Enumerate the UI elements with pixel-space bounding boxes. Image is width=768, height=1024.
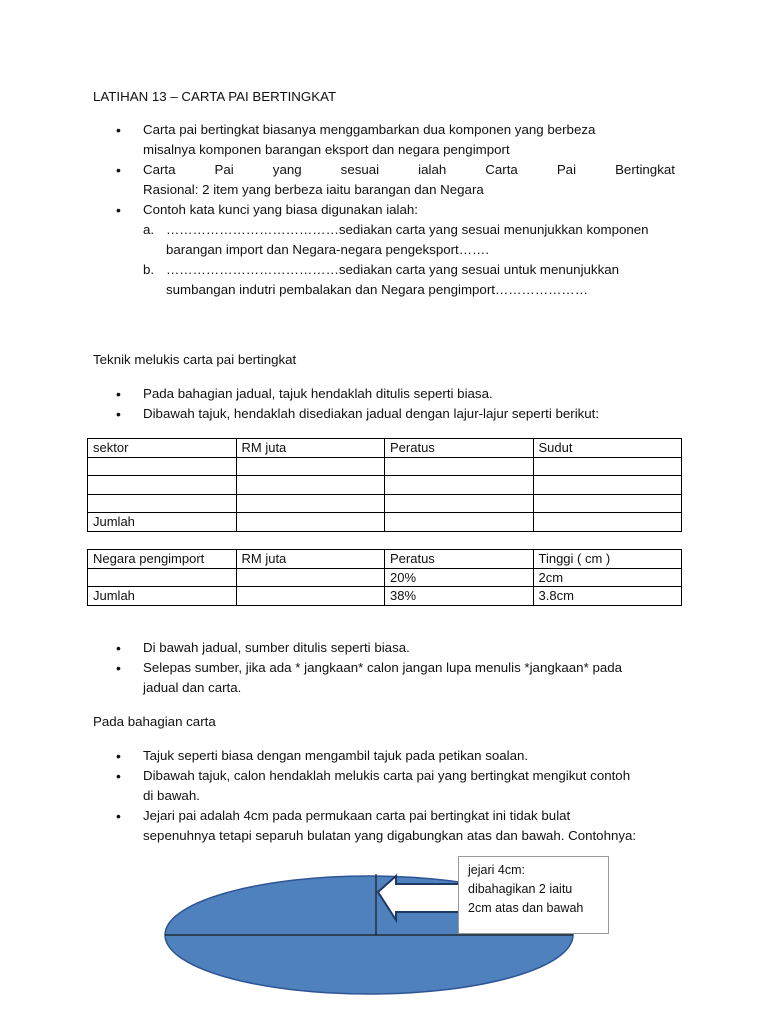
- bullet-dot-icon: •: [116, 122, 121, 138]
- bullet-item: • Di bawah jadual, sumber ditulis seperti biasa.: [116, 640, 410, 656]
- table-header-cell: Negara pengimport: [88, 550, 237, 569]
- bullet-text-line1: Selepas sumber, jika ada * jangkaan* calon jangan lupa menulis *jangkaan* pada: [143, 660, 623, 675]
- bullet-spaced-line: Carta Pai yang sesuai ialah Carta Pai Bertingkat: [143, 162, 675, 177]
- callout-line: 2cm atas dan bawah: [468, 901, 584, 915]
- sub-a-line1: …………………………………sediakan carta yang sesuai menunjukkan komponen: [166, 222, 649, 237]
- bullet-dot-icon: •: [116, 202, 121, 218]
- table-header-cell: Peratus: [385, 439, 534, 458]
- bullet-dot-icon: •: [116, 660, 121, 676]
- bullet-text-line1: Jejari pai adalah 4cm pada permukaan carta pai bertingkat ini tidak bulat: [143, 808, 571, 823]
- sub-label-a: a.: [143, 222, 155, 237]
- section-heading-technique: Teknik melukis carta pai bertingkat: [93, 352, 297, 367]
- bullet-text-line1: Dibawah tajuk, calon hendaklah melukis carta pai yang bertingkat mengikut contoh: [143, 768, 631, 783]
- section-heading-chart: Pada bahagian carta: [93, 714, 216, 729]
- bullet-dot-icon: •: [116, 406, 121, 422]
- bullet-dot-icon: •: [116, 808, 121, 824]
- table-header-cell: sektor: [88, 439, 237, 458]
- callout-box: [458, 856, 609, 934]
- callout-line: dibahagikan 2 iaitu: [468, 882, 573, 896]
- sub-b-line2: sumbangan indutri pembalakan dan Negara pengimport…………………: [166, 282, 589, 297]
- bullet-item: • Pada bahagian jadual, tajuk hendaklah ditulis seperti biasa.: [116, 386, 493, 402]
- table-header-cell: Sudut: [533, 439, 682, 458]
- page-title: LATIHAN 13 – CARTA PAI BERTINGKAT: [93, 89, 337, 104]
- bullet-dot-icon: •: [116, 162, 121, 178]
- callout-line: jejari 4cm:: [468, 863, 525, 877]
- table-header-cell: RM juta: [236, 550, 385, 569]
- bullet-text-line2: Rasional: 2 item yang berbeza iaitu barangan dan Negara: [143, 182, 484, 197]
- bullet-text: Contoh kata kunci yang biasa digunakan ialah:: [143, 202, 418, 217]
- sub-label-b: b.: [143, 262, 155, 277]
- bullet-text-line1: Carta pai bertingkat biasanya menggambarkan dua komponen yang berbeza: [143, 122, 596, 137]
- table-cell: 20%: [385, 568, 534, 587]
- bullet-dot-icon: •: [116, 768, 121, 784]
- bullet-text-line2: di bawah.: [143, 788, 200, 803]
- bullet-text-line2: misalnya komponen barangan eksport dan negara pengimport: [143, 142, 510, 157]
- table-cell: 2cm: [533, 568, 682, 587]
- bullet-dot-icon: •: [116, 386, 121, 402]
- table-cell: 3.8cm: [533, 587, 682, 606]
- table-total-label: Jumlah: [88, 513, 237, 532]
- table-header-cell: Peratus: [385, 550, 534, 569]
- bullet-item: • Tajuk seperti biasa dengan mengambil tajuk pada petikan soalan.: [116, 748, 529, 764]
- table-header-cell: RM juta: [236, 439, 385, 458]
- table-cell: Jumlah: [88, 587, 237, 606]
- sub-b-line1: …………………………………sediakan carta yang sesuai untuk menunjukkan: [166, 262, 620, 277]
- bullet-text-line2: sepenuhnya tetapi separuh bulatan yang digabungkan atas dan bawah. Contohnya:: [143, 828, 637, 843]
- table-cell: 38%: [385, 587, 534, 606]
- table-header-cell: Tinggi ( cm ): [533, 550, 682, 569]
- bullet-item: • Dibawah tajuk, hendaklah disediakan jadual dengan lajur-lajur seperti berikut:: [116, 406, 600, 422]
- bullet-dot-icon: •: [116, 748, 121, 764]
- bullet-text-line2: jadual dan carta.: [143, 680, 242, 695]
- bullet-dot-icon: •: [116, 640, 121, 656]
- sub-a-line2: barangan import dan Negara-negara pengeksport…….: [166, 242, 490, 257]
